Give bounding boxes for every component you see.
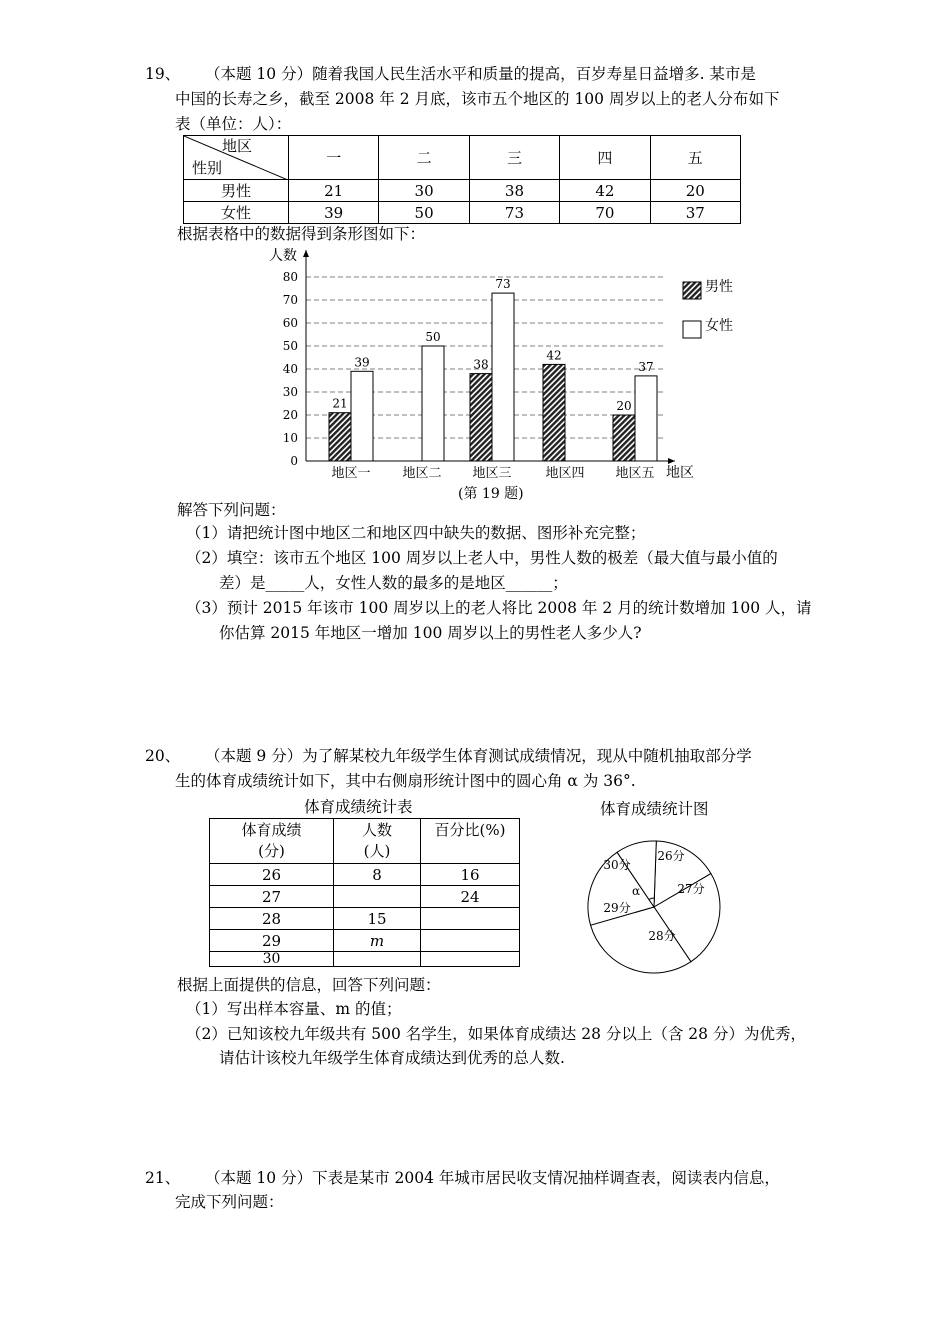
alpha-label: α — [632, 884, 641, 898]
legend-swatch — [683, 321, 701, 338]
y-tick-label: 70 — [282, 293, 298, 307]
corner-label-gender: 性别 — [192, 159, 223, 177]
q19-cell: 39 — [289, 202, 379, 224]
q19-cell: 21 — [289, 180, 379, 202]
bar-female — [351, 371, 373, 461]
q19-item-3: （3）预计 2015 年该市 100 周岁以上的老人将比 2008 年 2 月的统计数增加 100 人，请 — [186, 599, 812, 617]
bar-value-label: 39 — [354, 355, 370, 370]
q20-item-2: （2）已知该校九年级共有 500 名学生，如果体育成绩达 28 分以上（含 28 分）为优秀， — [186, 1025, 806, 1043]
q19-header: 五 — [650, 136, 740, 180]
header-line: (分) — [258, 842, 285, 860]
bar-male — [329, 413, 351, 461]
pie-chart — [580, 840, 730, 978]
pie-slice-label: 29分 — [603, 901, 631, 915]
q20-cell: 16 — [421, 864, 520, 886]
x-tick-label: 地区五 — [615, 466, 655, 481]
q19-row-label: 女性 — [184, 202, 289, 224]
q19-chart-intro: 根据表格中的数据得到条形图如下： — [177, 225, 426, 243]
pie-slice-label: 28分 — [648, 929, 676, 943]
y-axis-arrow — [303, 250, 309, 257]
q20-cell: m — [334, 930, 421, 952]
q20-cell — [421, 952, 520, 967]
q20-table — [209, 818, 520, 967]
header-line: 百分比(%) — [434, 821, 506, 839]
y-tick-label: 80 — [282, 270, 298, 284]
q20-number: 20、 — [145, 747, 181, 765]
q20-table-title: 体育成绩统计表 — [304, 798, 413, 816]
bar-chart — [255, 240, 755, 508]
bar-value-label: 38 — [473, 357, 489, 372]
q19-line-3: 表（单位：人）： — [175, 115, 292, 133]
q19-number: 19、 — [145, 65, 181, 83]
x-tick-label: 地区四 — [545, 466, 585, 481]
q19-cell: 42 — [560, 180, 650, 202]
y-tick-label: 10 — [282, 431, 298, 445]
q20-header-count — [334, 819, 421, 864]
q19-line-1: （本题 10 分）随着我国人民生活水平和质量的提高，百岁寿星日益增多. 某市是 — [205, 65, 756, 83]
q20-cell — [421, 930, 520, 952]
q19-caption: (第 19 题) — [458, 486, 524, 502]
q19-cell: 20 — [650, 180, 740, 202]
q19-item-2-cont: 差）是_____人，女性人数的最多的是地区______； — [219, 574, 568, 592]
q19-cell: 73 — [469, 202, 559, 224]
q19-cell: 70 — [560, 202, 650, 224]
q20-cell: 27 — [210, 886, 334, 908]
q21-line-1: （本题 10 分）下表是某市 2004 年城市居民收支情况抽样调查表，阅读表内信息， — [205, 1169, 780, 1187]
x-tick-label: 地区一 — [331, 466, 371, 481]
q19-row-label: 男性 — [184, 180, 289, 202]
bar-value-label: 50 — [425, 330, 441, 344]
bar-value-label: 42 — [546, 348, 562, 363]
bar-value-label: 21 — [332, 396, 348, 411]
q19-table — [183, 135, 741, 224]
bar-male — [613, 415, 635, 461]
bar-value-label: 20 — [616, 399, 632, 413]
y-tick-label: 40 — [282, 362, 298, 376]
pie-title: 体育成绩统计图 — [600, 800, 709, 818]
y-tick-label: 50 — [282, 339, 298, 353]
q19-table-corner — [184, 136, 289, 180]
pie-slice-label: 30分 — [603, 858, 631, 872]
q20-cell: 26 — [210, 864, 334, 886]
q20-cell: 30 — [210, 952, 334, 967]
header-line: 人数 — [361, 821, 392, 839]
bar-female — [422, 346, 444, 461]
q20-line-2: 生的体育成绩统计如下，其中右侧扇形统计图中的圆心角 α 为 36°. — [175, 772, 636, 790]
bar-value-label: 73 — [495, 277, 511, 292]
y-axis-title: 人数 — [269, 248, 297, 264]
x-tick-label: 地区二 — [402, 466, 442, 481]
q21-line-2: 完成下列问题： — [175, 1193, 284, 1211]
q20-item-1: （1）写出样本容量、m 的值； — [186, 1000, 402, 1018]
q19-after: 解答下列问题： — [177, 501, 286, 519]
q19-item-2: （2）填空：该市五个地区 100 周岁以上老人中，男性人数的极差（最大值与最小值的 — [186, 549, 778, 567]
q20-item-2-cont: 请估计该校九年级学生体育成绩达到优秀的总人数. — [219, 1049, 565, 1067]
q20-cell — [334, 886, 421, 908]
q20-cell: 29 — [210, 930, 334, 952]
q19-line-2: 中国的长寿之乡，截至 2008 年 2 月底，该市五个地区的 100 周岁以上的老人分布如下 — [175, 90, 780, 108]
legend-label: 女性 — [705, 318, 733, 334]
q19-cell: 30 — [379, 180, 469, 202]
y-tick-label: 30 — [282, 385, 298, 399]
q19-item-3-cont: 你估算 2015 年地区一增加 100 周岁以上的男性老人多少人? — [219, 624, 642, 642]
q20-cell — [334, 952, 421, 967]
legend-label: 男性 — [705, 279, 733, 295]
q19-item-1: （1）请把统计图中地区二和地区四中缺失的数据、图形补充完整； — [186, 524, 646, 542]
q20-cell: 15 — [334, 908, 421, 930]
q19-cell: 38 — [469, 180, 559, 202]
bar-male — [543, 364, 565, 461]
q19-header: 二 — [379, 136, 469, 180]
q20-cell — [421, 908, 520, 930]
q20-cell: 8 — [334, 864, 421, 886]
q20-after: 根据上面提供的信息，回答下列问题： — [177, 976, 441, 994]
q20-cell: 28 — [210, 908, 334, 930]
q19-header: 三 — [469, 136, 559, 180]
q19-cell: 37 — [650, 202, 740, 224]
q20-header-percent — [421, 819, 520, 864]
x-axis-title: 地区 — [666, 465, 694, 481]
q19-header: 一 — [289, 136, 379, 180]
y-tick-label: 0 — [290, 454, 298, 468]
bar-female — [492, 293, 514, 461]
pie-slice-label: 26分 — [657, 849, 685, 863]
header-line: 体育成绩 — [241, 821, 302, 839]
bar-value-label: 37 — [638, 359, 654, 374]
pie-slice-label: 27分 — [677, 882, 705, 896]
q20-header-score — [210, 819, 334, 864]
q20-cell: 24 — [421, 886, 520, 908]
y-tick-label: 20 — [282, 408, 298, 422]
bar-female — [635, 376, 657, 461]
legend-swatch — [683, 282, 701, 299]
x-axis-arrow — [668, 458, 675, 464]
corner-label-region: 地区 — [221, 137, 252, 155]
q19-cell: 50 — [379, 202, 469, 224]
q19-header: 四 — [560, 136, 650, 180]
y-tick-label: 60 — [282, 316, 298, 330]
q21-number: 21、 — [145, 1169, 181, 1187]
x-tick-label: 地区三 — [472, 466, 512, 481]
q20-line-1: （本题 9 分）为了解某校九年级学生体育测试成绩情况，现从中随机抽取部分学 — [205, 747, 752, 765]
header-line: (人) — [363, 842, 391, 860]
bar-male — [470, 374, 492, 461]
